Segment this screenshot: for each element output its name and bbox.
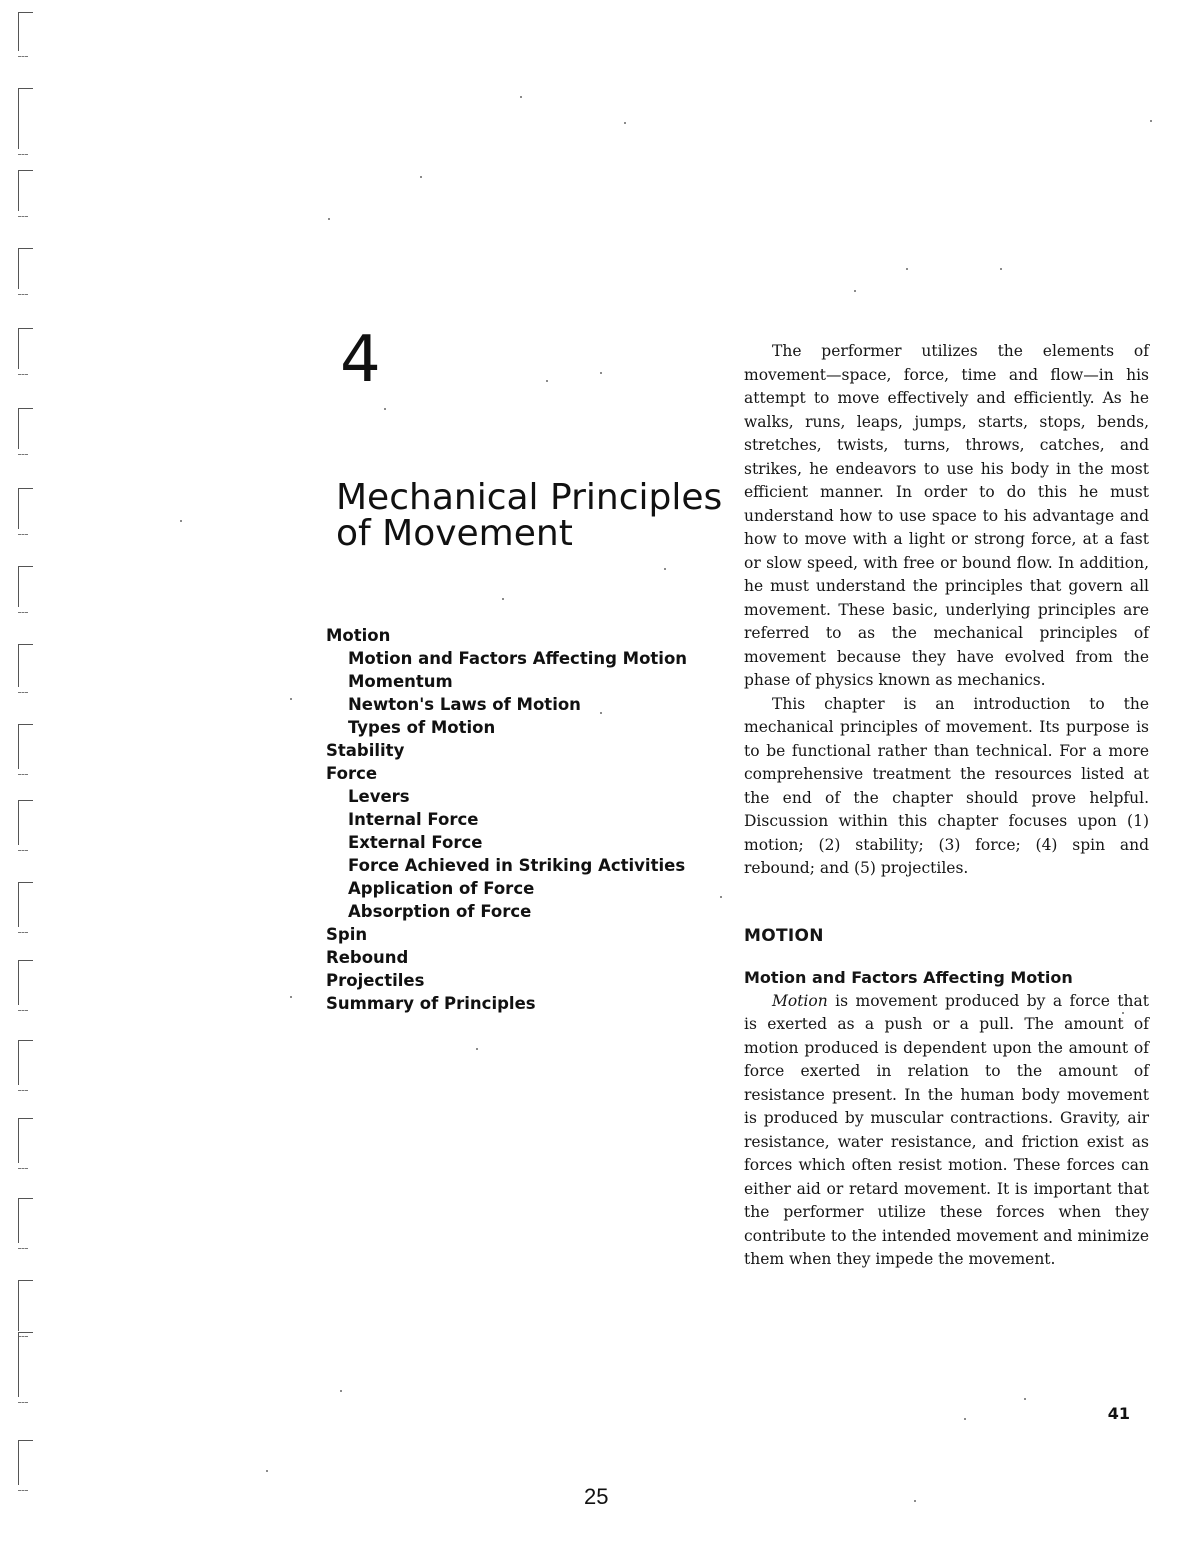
scan-speck bbox=[914, 1500, 916, 1502]
binder-mark bbox=[18, 1332, 33, 1397]
binder-mark bbox=[18, 882, 33, 927]
binder-mark bbox=[18, 1440, 33, 1485]
scan-speck bbox=[600, 372, 602, 374]
binder-mark bbox=[18, 248, 33, 289]
body-column bbox=[744, 340, 1149, 1272]
outline-subitem: Application of Force bbox=[348, 879, 535, 898]
outline-subitem: Internal Force bbox=[348, 810, 479, 829]
scan-speck bbox=[906, 268, 908, 270]
motion-paragraph-text: is movement produced by a force that is exerted as a push or a pull. The amount of motion produced is dependent upon the amount of force exerted in relation to the amount of resistance present. In the human body movement is produced by muscular contractions. Gravity, air resistance, water resistance, and friction exist as forces which often resist motion. These forces can either aid or retard movement. It is important that the performer utilize these forces when they contribute to the intended movement and minimize them when they impede the movement. bbox=[744, 991, 1149, 1268]
binder-mark bbox=[18, 1118, 33, 1163]
binder-mark bbox=[18, 1198, 33, 1243]
section-heading-motion: MOTION bbox=[744, 925, 824, 946]
scan-speck bbox=[180, 520, 182, 522]
motion-paragraph bbox=[744, 990, 1149, 1272]
outline-item: Rebound bbox=[326, 948, 409, 967]
scan-speck bbox=[964, 1418, 966, 1420]
outline-subitem: External Force bbox=[348, 833, 483, 852]
scan-speck bbox=[340, 1390, 342, 1392]
binder-mark bbox=[18, 12, 33, 51]
outline-subitem: Newton's Laws of Motion bbox=[348, 695, 581, 714]
intro-paragraph: The performer utilizes the elements of movement—space, force, time and flow—in his attempt to move effectively and efficiently. As he walks, runs, leaps, jumps, starts, stops, bends, stretches, twists, turns, throws, catches, and strikes, he endeavors to use his body in the most efficient manner. In order to do this he must understand how to use space to his advantage and how to move with a light or strong force, at a fast or slow speed, with free or bound flow. In addition, he must understand the principles that govern all movement. These basic, underlying principles are referred to as the mechanical principles of movement because they have evolved from the phase of physics known as mechanics. bbox=[744, 342, 1149, 689]
chapter-title-line-2: of Movement bbox=[336, 513, 573, 554]
chapter-number: 4 bbox=[340, 323, 381, 397]
scan-speck bbox=[328, 218, 330, 220]
binder-mark bbox=[18, 566, 33, 607]
binder-mark bbox=[18, 1040, 33, 1085]
scan-speck bbox=[290, 698, 292, 700]
binder-mark bbox=[18, 488, 33, 529]
binder-mark bbox=[18, 724, 33, 769]
subsection-heading: Motion and Factors Affecting Motion bbox=[744, 968, 1073, 987]
chapter-outline bbox=[326, 624, 706, 1015]
scan-speck bbox=[664, 568, 666, 570]
scan-page-number: 25 bbox=[584, 1484, 609, 1509]
chapter-title-line-1: Mechanical Principles bbox=[336, 477, 723, 518]
scan-speck bbox=[502, 598, 504, 600]
scan-speck bbox=[384, 408, 386, 410]
outline-subitem: Motion and Factors Affecting Motion bbox=[348, 649, 688, 668]
book-page-number: 41 bbox=[1107, 1404, 1130, 1423]
scan-speck bbox=[290, 996, 292, 998]
binder-mark bbox=[18, 800, 33, 845]
scan-speck bbox=[476, 1048, 478, 1050]
outline-subitem: Force Achieved in Striking Activities bbox=[348, 856, 686, 875]
outline-item: Force bbox=[326, 764, 378, 783]
outline-subitem: Momentum bbox=[348, 672, 453, 691]
motion-term: Motion bbox=[772, 991, 828, 1010]
outline-subitem: Types of Motion bbox=[348, 718, 496, 737]
scan-speck bbox=[720, 896, 722, 898]
chapter-title bbox=[336, 477, 736, 554]
scan-speck bbox=[1024, 1398, 1026, 1400]
binder-mark bbox=[18, 1280, 33, 1331]
scan-speck bbox=[624, 122, 626, 124]
binder-mark bbox=[18, 88, 33, 149]
outline-item: Stability bbox=[326, 741, 405, 760]
outline-subitem: Absorption of Force bbox=[348, 902, 532, 921]
binder-mark bbox=[18, 960, 33, 1005]
outline-item: Spin bbox=[326, 925, 368, 944]
outline-subitem: Levers bbox=[348, 787, 410, 806]
purpose-paragraph: This chapter is an introduction to the mechanical principles of movement. Its purpose is to be functional rather than technical. For a more comprehensive treatment the resources listed at the end of the chapter should prove helpful. Discussion within this chapter focuses upon (1) motion; (2) stability; (3) force; (4) spin and rebound; and (5) projectiles. bbox=[744, 694, 1149, 877]
scan-speck bbox=[854, 290, 856, 292]
scan-speck bbox=[266, 1470, 268, 1472]
scan-speck bbox=[546, 380, 548, 382]
binder-mark bbox=[18, 408, 33, 449]
outline-item: Projectiles bbox=[326, 971, 425, 990]
outline-item: Motion bbox=[326, 626, 391, 645]
binder-mark bbox=[18, 644, 33, 687]
scan-speck bbox=[520, 96, 522, 98]
scan-speck bbox=[420, 176, 422, 178]
scan-speck bbox=[1150, 120, 1152, 122]
binder-mark bbox=[18, 170, 33, 211]
binder-mark bbox=[18, 328, 33, 369]
scan-speck bbox=[1000, 268, 1002, 270]
outline-item: Summary of Principles bbox=[326, 994, 536, 1013]
